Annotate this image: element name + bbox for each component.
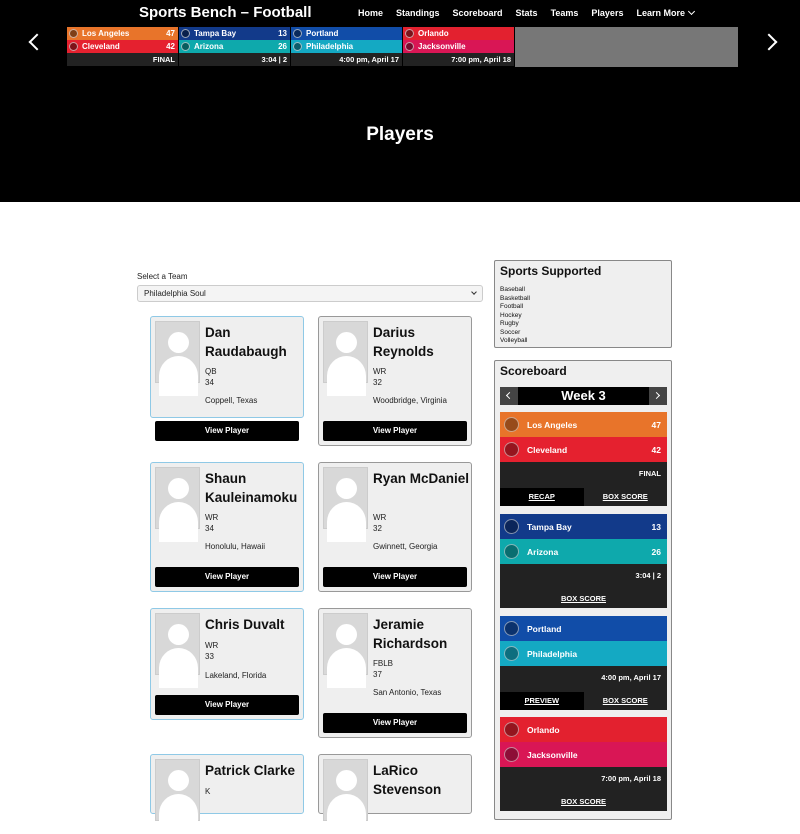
site-title[interactable]: Sports Bench – Football xyxy=(139,4,312,21)
player-position: WR xyxy=(373,513,387,522)
team-name: Orlando xyxy=(418,29,449,38)
player-avatar xyxy=(323,613,368,675)
team-score: 47 xyxy=(166,29,175,38)
player-number: 32 xyxy=(373,378,382,387)
ticker-next-arrow-icon[interactable] xyxy=(761,34,778,51)
view-player-button[interactable]: View Player xyxy=(323,567,467,587)
view-player-button[interactable]: View Player xyxy=(155,567,299,587)
ticker-team-row xyxy=(403,40,514,53)
team-row xyxy=(500,717,667,742)
player-hometown: Gwinnett, Georgia xyxy=(373,542,438,551)
game-status: 7:00 pm, April 18 xyxy=(403,53,514,66)
player-name: Jeramie Richardson xyxy=(373,617,448,651)
team-logo-icon xyxy=(504,747,519,762)
sport-item: Soccer xyxy=(500,328,521,336)
ticker-prev-arrow-icon[interactable] xyxy=(29,34,46,51)
team-logo-icon xyxy=(504,722,519,737)
team-logo-icon xyxy=(504,621,519,636)
team-row xyxy=(500,641,667,666)
game-status: FINAL xyxy=(67,53,178,66)
view-player-button[interactable]: View Player xyxy=(155,421,299,441)
team-name: Arizona xyxy=(527,546,559,557)
team-row xyxy=(500,539,667,564)
scoreboard-game xyxy=(500,514,667,608)
player-name: LaRico Stevenson xyxy=(373,763,442,797)
team-row xyxy=(500,514,667,539)
player-card xyxy=(318,462,472,592)
player-hometown: Woodbridge, Virginia xyxy=(373,396,447,405)
nav-players[interactable]: Players xyxy=(591,8,624,18)
player-avatar xyxy=(323,467,368,529)
nav-standings[interactable]: Standings xyxy=(396,8,440,18)
game-status: 4:00 pm, April 17 xyxy=(500,666,667,692)
team-select-value: Philadelphia Soul xyxy=(144,289,206,298)
ticker-game[interactable] xyxy=(403,27,515,67)
player-name: Ryan McDaniel xyxy=(373,471,470,486)
team-name: Portland xyxy=(527,623,562,634)
game-status: FINAL xyxy=(500,462,667,488)
player-avatar xyxy=(323,759,368,821)
chevron-down-icon xyxy=(471,289,477,295)
main-nav xyxy=(358,8,707,18)
team-logo-icon xyxy=(504,417,519,432)
ticker-team-row xyxy=(291,27,402,40)
scoreboard-game xyxy=(500,616,667,710)
team-logo-icon xyxy=(293,29,302,38)
view-player-button[interactable]: View Player xyxy=(155,695,299,715)
sport-item: Baseball xyxy=(500,286,525,293)
player-hometown: Lakeland, Florida xyxy=(205,671,267,680)
team-row xyxy=(500,412,667,437)
player-card xyxy=(318,754,472,814)
nav-teams[interactable]: Teams xyxy=(550,8,579,18)
player-avatar xyxy=(155,613,200,675)
player-position: FBLB xyxy=(373,659,394,668)
game-links xyxy=(500,590,667,608)
team-logo-icon xyxy=(69,42,78,51)
player-number: 37 xyxy=(373,670,382,679)
team-score: 42 xyxy=(651,444,661,455)
sport-item: Football xyxy=(500,303,524,310)
ticker-game[interactable] xyxy=(67,27,179,67)
team-logo-icon xyxy=(504,442,519,457)
player-number: 33 xyxy=(205,652,214,661)
chevron-left-icon xyxy=(506,392,513,399)
sport-item: Hockey xyxy=(500,311,522,319)
player-avatar xyxy=(155,467,200,529)
team-logo-icon xyxy=(405,42,414,51)
view-player-button[interactable]: View Player xyxy=(323,421,467,441)
sport-item: Volleyball xyxy=(500,337,528,344)
player-hometown: San Antonio, Texas xyxy=(373,688,442,697)
sport-item: Rugby xyxy=(500,320,519,327)
nav-stats[interactable]: Stats xyxy=(515,8,538,18)
team-logo-icon xyxy=(69,29,78,38)
player-card xyxy=(150,462,304,592)
scoreboard-widget xyxy=(494,360,672,820)
team-name: Portland xyxy=(306,29,339,38)
chevron-down-icon xyxy=(688,8,695,15)
game-status: 7:00 pm, April 18 xyxy=(500,767,667,793)
site-header xyxy=(0,0,800,202)
player-name: Patrick Clarke xyxy=(205,763,296,778)
page-title: Players xyxy=(366,124,434,145)
ticker-team-row xyxy=(403,27,514,40)
scoreboard-game xyxy=(500,717,667,811)
team-score: 13 xyxy=(278,29,287,38)
player-card xyxy=(150,316,304,435)
team-row xyxy=(500,437,667,462)
team-name: Jacksonville xyxy=(527,749,578,760)
box-score-link[interactable]: BOX SCORE xyxy=(560,797,606,806)
player-name: Shaun Kauleinamoku xyxy=(205,471,298,505)
team-select[interactable] xyxy=(137,285,483,302)
widget-title: Sports Supported xyxy=(500,264,602,278)
game-status: 4:00 pm, April 17 xyxy=(291,53,402,66)
nav-learn-more[interactable] xyxy=(636,8,694,18)
player-number: 34 xyxy=(205,378,214,387)
team-row xyxy=(500,616,667,641)
team-name: Los Angeles xyxy=(82,29,130,38)
team-logo-icon xyxy=(293,42,302,51)
player-hometown: Coppell, Texas xyxy=(205,396,258,405)
team-score: 26 xyxy=(651,546,661,557)
player-avatar xyxy=(155,321,200,383)
box-score-link[interactable]: BOX SCORE xyxy=(560,594,606,603)
team-name: Cleveland xyxy=(82,42,120,51)
player-card xyxy=(150,608,304,720)
week-selector xyxy=(500,387,667,405)
game-links xyxy=(500,692,667,710)
box-score-link[interactable]: BOX SCORE xyxy=(602,696,648,705)
player-name: Chris Duvalt xyxy=(205,617,285,632)
player-number: 32 xyxy=(373,524,382,533)
game-links xyxy=(500,793,667,811)
team-logo-icon xyxy=(504,519,519,534)
team-name: Tampa Bay xyxy=(527,521,572,532)
ticker-team-row xyxy=(179,27,290,40)
view-player-button[interactable]: View Player xyxy=(323,713,467,733)
widget-title: Scoreboard xyxy=(500,364,567,378)
ticker-team-row xyxy=(291,40,402,53)
player-name: Dan Raudabaugh xyxy=(205,325,287,359)
chevron-right-icon xyxy=(653,392,660,399)
recap-link[interactable]: RECAP xyxy=(500,488,584,506)
player-position: QB xyxy=(205,367,217,376)
ticker-game[interactable] xyxy=(179,27,291,67)
team-name: Los Angeles xyxy=(527,419,578,430)
team-logo-icon xyxy=(504,646,519,661)
game-status: 3:04 | 2 xyxy=(500,564,667,590)
prev-week-button[interactable] xyxy=(500,387,518,405)
sports-supported-widget xyxy=(494,260,672,348)
ticker-team-row xyxy=(67,27,178,40)
ticker-team-row xyxy=(179,40,290,53)
team-row xyxy=(500,742,667,767)
player-card xyxy=(318,608,472,738)
nav-scoreboard[interactable]: Scoreboard xyxy=(452,8,503,18)
team-name: Cleveland xyxy=(527,444,568,455)
team-select-label: Select a Team xyxy=(137,272,188,281)
box-score-link[interactable]: BOX SCORE xyxy=(602,492,648,501)
team-name: Arizona xyxy=(194,42,224,51)
score-ticker xyxy=(67,27,738,67)
week-label: Week 3 xyxy=(561,388,606,403)
team-logo-icon xyxy=(504,544,519,559)
team-score: 47 xyxy=(651,419,661,430)
ticker-team-row xyxy=(67,40,178,53)
team-name: Tampa Bay xyxy=(194,29,237,38)
player-number: 34 xyxy=(205,524,214,533)
sports-list xyxy=(500,286,530,346)
player-avatar xyxy=(323,321,368,383)
team-name: Philadelphia xyxy=(527,648,578,659)
team-logo-icon xyxy=(181,29,190,38)
player-card xyxy=(318,316,472,446)
team-score: 26 xyxy=(278,42,287,51)
team-score: 13 xyxy=(651,521,661,532)
sport-item: Basketball xyxy=(500,294,530,302)
game-status: 3:04 | 2 xyxy=(179,53,290,66)
ticker-empty-slot xyxy=(515,27,738,67)
ticker-game[interactable] xyxy=(291,27,403,67)
team-score: 42 xyxy=(166,42,175,51)
team-name: Orlando xyxy=(527,724,560,735)
preview-link[interactable]: PREVIEW xyxy=(500,692,584,710)
player-card xyxy=(150,754,304,814)
player-position: WR xyxy=(205,513,219,522)
team-logo-icon xyxy=(405,29,414,38)
player-name: Darius Reynolds xyxy=(373,325,434,359)
team-name: Jacksonville xyxy=(418,42,466,51)
scoreboard-game xyxy=(500,412,667,506)
team-name: Philadelphia xyxy=(306,42,354,51)
player-position: WR xyxy=(205,641,219,650)
team-logo-icon xyxy=(181,42,190,51)
next-week-button[interactable] xyxy=(649,387,667,405)
player-position: K xyxy=(205,787,211,796)
player-position: WR xyxy=(373,367,387,376)
player-hometown: Honolulu, Hawaii xyxy=(205,542,266,551)
nav-home[interactable]: Home xyxy=(358,8,384,18)
nav-learn-more-label: Learn More xyxy=(636,8,685,18)
game-links xyxy=(500,488,667,506)
player-avatar xyxy=(155,759,200,821)
